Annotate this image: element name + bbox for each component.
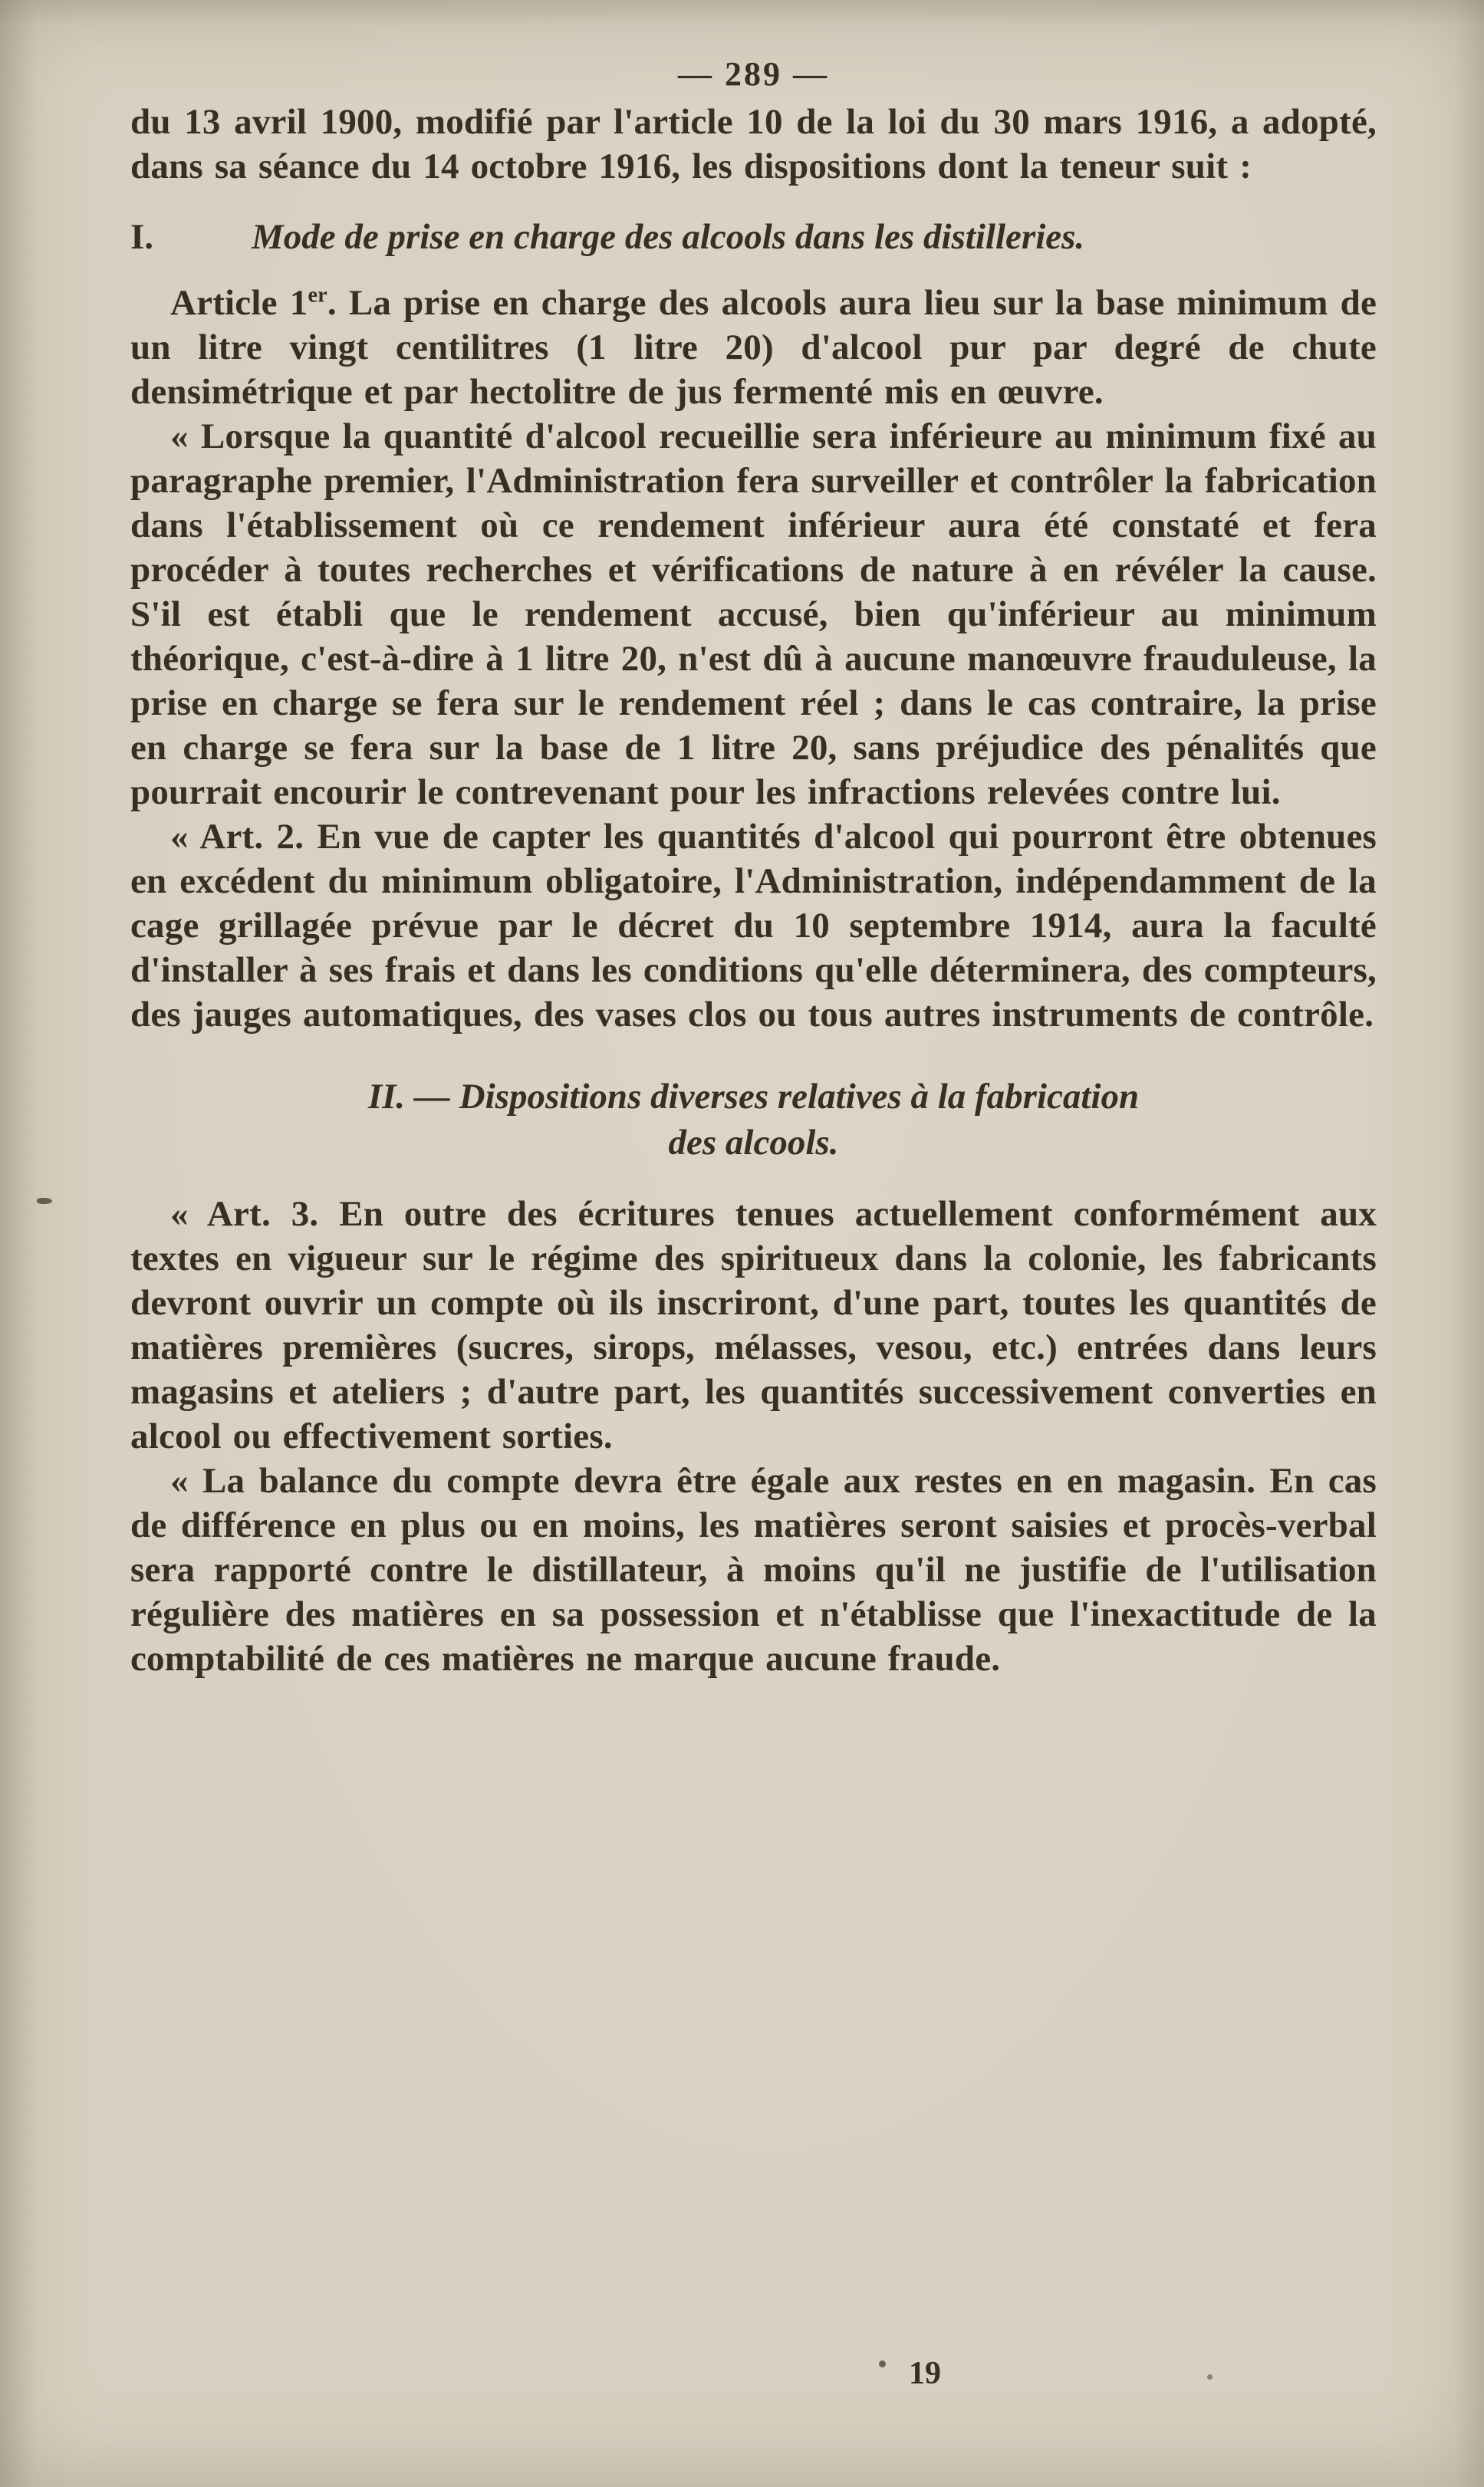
text-block xyxy=(130,55,1377,1681)
article-2-paragraph: « Art. 2. En vue de capter les quantités d'alcool qui pourront être obtenues en excédent du minimum obligatoire, l'Administration, indépendamment de la cage grillagée prévue par le décret du 10 septembre 1914, aura la faculté d'installer à ses frais et dans les conditions qu'elle déterminera, des compteurs, des jauges automatiques, des vases clos ou tous autres instruments de contrôle. xyxy=(130,817,1377,1035)
ink-speck xyxy=(1207,2374,1213,2380)
article-1-paragraph xyxy=(130,281,1377,414)
section-1-number: I. xyxy=(130,217,154,257)
ink-speck xyxy=(37,1198,52,1204)
article-1-text: . La prise en charge des alcools aura lieu sur la base minimum de un litre vingt centilitres (1 litre 20) d'alcool pur par degré de chute densimétrique et par hectolitre de jus fermenté mis en œuvre. xyxy=(130,283,1377,412)
article-3-paragraph: « Art. 3. En outre des écritures tenues actuellement conformément aux textes en vigueur sur le régime des spiritueux dans la colonie, les fabricants devront ouvrir un compte où ils inscriront, d'une part, toutes les quantités de matières premières (sucres, sirops, mélasses, vesou, etc.) entrées dans leurs magasins et ateliers ; d'autre part, les quantités successivement converties en alcool ou effectivement sorties. xyxy=(130,1194,1377,1456)
section-2-heading-line-1: II. — Dispositions diverses relatives à la fabrication xyxy=(367,1077,1140,1117)
section-1-title: Mode de prise en charge des alcools dans les distilleries. xyxy=(252,217,1085,257)
article-1-superscript: er xyxy=(308,283,327,308)
section-1-heading xyxy=(130,215,1377,259)
intro-paragraph: du 13 avril 1900, modifié par l'article 10 de la loi du 30 mars 1916, a adopté, dans sa séance du 14 octobre 1916, les dispositions dont la teneur suit : xyxy=(130,102,1377,186)
section-2-heading xyxy=(130,1074,1377,1166)
page-number-bottom: 19 xyxy=(909,2356,941,2391)
section-2-heading-line-2: des alcools. xyxy=(668,1123,839,1163)
article-1-label: Article 1 xyxy=(170,283,308,323)
ink-speck xyxy=(879,2360,886,2367)
page-number-top: — 289 — xyxy=(678,55,829,93)
quantity-rule-paragraph: « Lorsque la quantité d'alcool recueillie sera inférieure au minimum fixé au paragraphe premier, l'Administration fera surveiller et contrôler la fabrication dans l'établissement où ce rendement inférieur aura été constaté et fera procéder à toutes recherches et vérifications de nature à en révéler la cause. S'il est établi que le rendement accusé, bien qu'inférieur au minimum théorique, c'est-à-dire à 1 litre 20, n'est dû à aucune manœuvre frauduleuse, la prise en charge se fera sur le rendement réel ; dans le cas contraire, la prise en charge se fera sur la base de 1 litre 20, sans préjudice des pénalités que pourrait encourir le contrevenant pour les infractions relevées contre lui. xyxy=(130,416,1377,812)
balance-paragraph: « La balance du compte devra être égale aux restes en en magasin. En cas de différence en plus ou en moins, les matières seront saisies et procès-verbal sera rapporté contre le distillateur, à moins qu'il ne justifie de l'utilisation régulière des matières en sa possession et n'établisse que l'inexactitude de la comptabilité de ces matières ne marque aucune fraude. xyxy=(130,1461,1377,1679)
